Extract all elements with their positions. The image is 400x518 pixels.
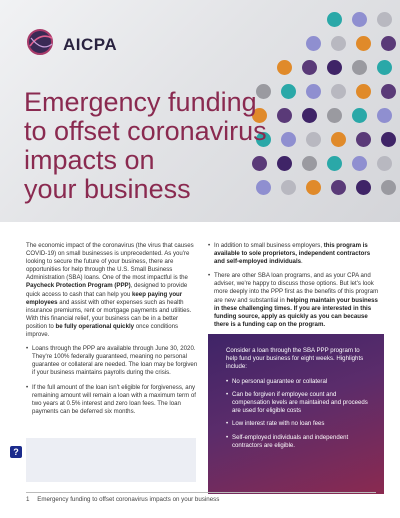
- decorative-dot: [302, 156, 317, 171]
- decorative-dot: [356, 36, 371, 51]
- callout-box: [208, 334, 384, 494]
- callout-item: • Can be forgiven if employee count and compensation levels are maintained and proceeds are used for eligible costs: [226, 391, 372, 416]
- decorative-dot: [327, 12, 342, 27]
- decorative-dot: [381, 180, 396, 195]
- text-run-bold: keep paying your employees: [26, 290, 183, 306]
- footer-divider: [26, 492, 376, 493]
- decorative-dot: [277, 108, 292, 123]
- help-button[interactable]: ?: [10, 446, 22, 458]
- decorative-dot: [331, 36, 346, 51]
- decorative-dot: [377, 108, 392, 123]
- page-footer: [26, 496, 219, 503]
- decorative-dot: [331, 132, 346, 147]
- decorative-dot: [381, 84, 396, 99]
- decorative-dot: [352, 12, 367, 27]
- decorative-dot: [306, 36, 321, 51]
- title-line: impacts on: [24, 145, 155, 175]
- list-item: [208, 242, 380, 266]
- decorative-dot: [327, 60, 342, 75]
- page-number: 1: [26, 496, 30, 503]
- decorative-dot: [331, 84, 346, 99]
- callout-intro: Consider a loan through the SBA PPP program to help fund your business for eight weeks. Highlights include:: [226, 347, 364, 371]
- aicpa-globe-icon: [26, 28, 58, 56]
- text-run: The economic impact of the coronavirus (the virus that causes COVID-19) on small businesses is unprecedented. As you're looking to secure the future of your business, there are opportunities for help through the U.S. Small Business Administration (SBA) loans. One of the most impactful is the: [26, 242, 194, 282]
- title-line: your business: [24, 174, 191, 204]
- title-line: to offset coronavirus: [24, 116, 267, 146]
- title-line: Emergency funding: [24, 87, 257, 117]
- decorative-dot: [352, 156, 367, 171]
- callout-item: • Low interest rate with no loan fees: [226, 420, 372, 428]
- decorative-dot: [277, 60, 292, 75]
- text-run: There are other SBA loan programs, and as your CPA and adviser, we're happy to discuss those options. But let's look more deeply into the PPP first as the benefits of this program are new and substantial in: [214, 272, 379, 304]
- decorative-dot: [277, 156, 292, 171]
- page-title: [24, 88, 274, 204]
- decorative-dot: [331, 180, 346, 195]
- decorative-dot: [306, 132, 321, 147]
- text-run-bold: helping maintain your business in these challenging times. If you are interested in this funding source, apply as quickly as you can because there is a funding cap on the program.: [214, 296, 378, 328]
- decorative-dot: [352, 108, 367, 123]
- text-run: and assist with other expenses such as health insurance premiums, rent or mortgage payments and utilities. With this financial relief, your business can be in a better position to: [26, 298, 192, 330]
- decorative-dot: [381, 36, 396, 51]
- text-run: In addition to small business employers,: [214, 242, 324, 249]
- text-run: once conditions improve.: [26, 322, 179, 339]
- decorative-dot: [306, 180, 321, 195]
- decorative-dot: [356, 84, 371, 99]
- decorative-dot: [302, 108, 317, 123]
- right-column: [208, 242, 380, 335]
- decorative-dot: [327, 156, 342, 171]
- hero-banner: [0, 0, 400, 222]
- text-run-bold: this program is available to sole proprietors, independent contractors and self-employed individuals: [214, 242, 371, 266]
- text-run-bold: Paycheck Protection Program (PPP): [26, 282, 131, 290]
- list-item: • If the full amount of the loan isn't eligible for forgiveness, any remaining amount will remain a loan with a maximum term of two years at 0.5% interest and zero loan fees. The loan payments can be deferred six months.: [26, 384, 198, 416]
- decorative-dot: [377, 60, 392, 75]
- text-run: .: [301, 258, 303, 266]
- left-column: [26, 242, 198, 422]
- decorative-dot: [377, 12, 392, 27]
- decorative-dot: [356, 132, 371, 147]
- decorative-dot: [281, 84, 296, 99]
- callout-item: • Self-employed individuals and independent contractors are eligible.: [226, 434, 372, 450]
- decorative-dot: [281, 132, 296, 147]
- intro-paragraph: [26, 242, 198, 339]
- decorative-dot: [352, 60, 367, 75]
- text-run: , designed to provide quick access to cash that can help you: [26, 282, 188, 298]
- list-item: • Loans through the PPP are available through June 30, 2020. They're 100% federally guaranteed, meaning no personal guarantee or collateral are needed. The loan may be forgiven if your business maintains payrolls during the crisis.: [26, 345, 198, 377]
- decorative-dot: [281, 180, 296, 195]
- brand-name: AICPA: [63, 35, 118, 54]
- callout-item: • No personal guarantee or collateral: [226, 378, 372, 386]
- text-run-bold: be fully operational quickly: [55, 322, 135, 330]
- decorative-dot: [381, 132, 396, 147]
- empty-panel: [26, 438, 196, 482]
- footer-text: Emergency funding to offset coronavirus impacts on your business: [37, 496, 220, 503]
- decorative-dot: [306, 84, 321, 99]
- decorative-dot: [377, 156, 392, 171]
- decorative-dot: [302, 60, 317, 75]
- decorative-dot: [327, 108, 342, 123]
- decorative-dot: [356, 180, 371, 195]
- list-item: [208, 272, 380, 329]
